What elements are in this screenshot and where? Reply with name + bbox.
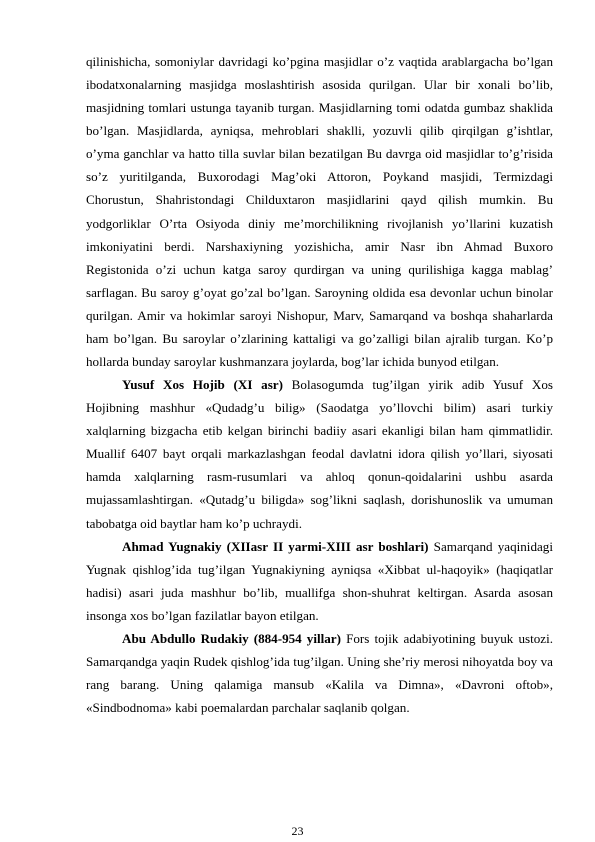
- paragraph-heading: Ahmad Yugnakiy (XIIasr II yarmi-XIII asr boshlari): [122, 538, 429, 554]
- page-number: 23: [291, 824, 304, 838]
- paragraph-text: Fors tojik adabiyotining buyuk ustozi. Samarqandga yaqin Rudek qishlog’ida tug’ilgan. Uning she’riy merosi nihoyatda boy va rang barang. Uning qalamiga mansub «Kalila va Dimna», «Davroni oftob», «Sindbodnoma» kabi poemalardan parchalar saqlanib qolgan.: [86, 630, 553, 716]
- paragraph-text: Samarqand yaqinidagi Yugnak qishlog’ida tug’ilgan Yugnakiyning ayniqsa «Xibbat ul-haqoyik» (haqiqatlar hadisi) asari juda mashhur bo’lib, muallifga shon-shuhrat keltirgan. Asarda asosan insonga xos bo’lgan fazilatlar bayon etilgan.: [86, 538, 553, 623]
- paragraph-intro: [86, 50, 553, 373]
- paragraph-yusuf-xos-hojib: [86, 373, 553, 535]
- paragraph-text: qilinishicha, somoniylar davridagi ko’pgina masjidlar o’z vaqtida arablargacha bo’lgan ibodatxonalarning masjidga moslashtirish asosida qurilgan. Ular bir xonali bo’lib, masjidning tomlari ustunga tayanib turgan. Masjidlarning tomi odatda gumbaz shaklida bo’lgan. Masjidlarda, ayniqsa, mehroblari shaklli, yozuvli qilib qirqilgan g’ishtlar, o’yma ganchlar va hatto tilla suvlar bilan bezatilgan Bu davrga oid masjidlar to’g’risida so’z yuritilganda, Buxorodagi Mag’oki Attoron, Poykand masjidi, Termizdagi Chorustun, Shahristondagi Childuxtaron masjidlarini qayd qilish mumkin. Bu yodgorliklar O’rta Osiyoda diniy me’morchilikning rivojlanish yo’llarini kuzatish imkoniyatini berdi. Narshaxiyning yozishicha, amir Nasr ibn Ahmad Buxoro Registonida o’zi uchun katga saroy qurdirgan va uning qurilishiga kagga mablag’ sarflagan. Bu saroy g’oyat go’zal bo’lgan. Saroyning oldida esa devonlar uchun binolar qurilgan. Amir va hokimlar saroyi Nishopur, Marv, Samarqand va boshqa shaharlarda ham bo’lgan. Bu saroylar o’zlarining kattaligi va go’zalligi bilan ajralib turgan. Ko’p hollarda bunday saroylar kushmanzara joylarda, bog’lar ichida bunyod etilgan.: [86, 54, 553, 370]
- paragraph-heading: Yusuf Xos Hojib (XI asr): [122, 377, 283, 393]
- paragraph-rudakiy: [86, 627, 553, 719]
- paragraph-heading: Abu Abdullo Rudakiy (884-954 yillar): [122, 630, 341, 646]
- paragraph-text: Bolasogumda tug’ilgan yirik adib Yusuf Xos Hojibning mashhur «Qudadg’u bilig» (Saodatga yo’llovchi bilim) asari turkiy xalqlarning bizgacha etib kelgan birinchi badiiy asari ekanligi bilan ham qimmatlidir. Muallif 6407 bayt orqali markazlashgan feodal davlatni idora qilish yo’llari, siyosati hamda xalqlarning rasm-rusumlari va ahloq qonun-qoidalarini ushbu asarda mujassamlashtirgan. «Qutadg’u biligda» sog’likni saqlash, dorishunoslik va umuman tabobatga oid baytlar ham ko’p uchraydi.: [86, 377, 553, 531]
- body-text: [86, 50, 553, 719]
- paragraph-ahmad-yugnakiy: [86, 535, 553, 627]
